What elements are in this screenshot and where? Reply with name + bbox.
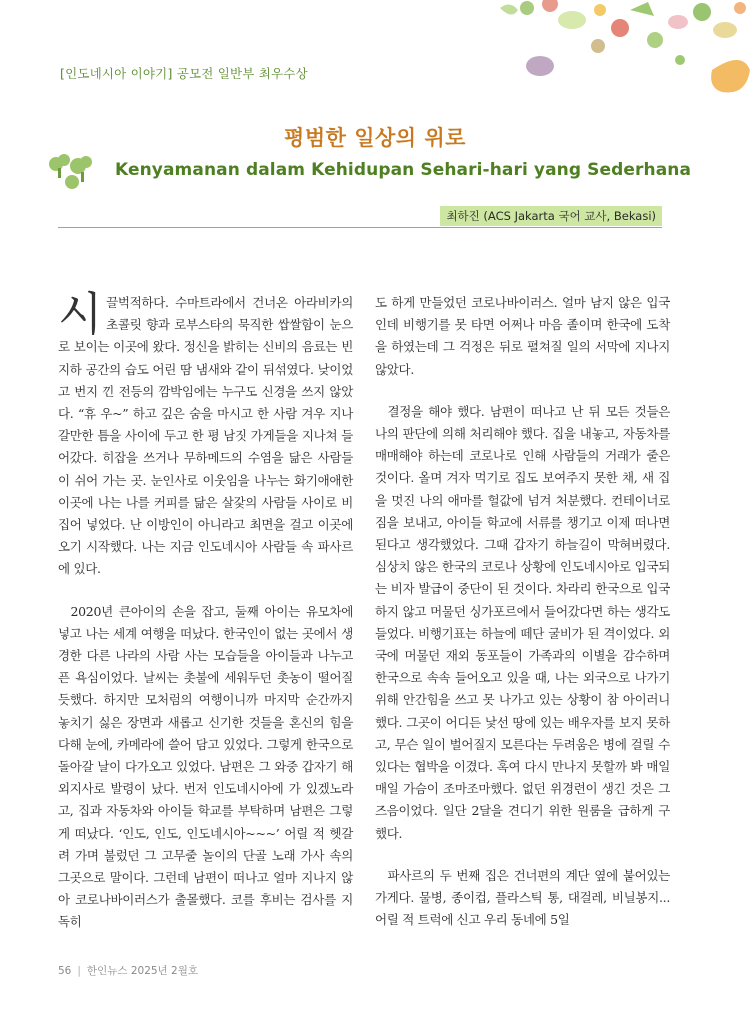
page-footer xyxy=(58,963,198,978)
paragraph xyxy=(58,287,353,581)
paragraph: 2020년 큰아이의 손을 잡고, 둘째 아이는 유모차에 넣고 나는 세계 여행을 떠났다. 한국인이 없는 곳에서 생경한 다른 나라의 사람 사는 모습들을 아이들과 나누고픈 욕심이었다. 날씨는 촛불에 세워두던 촛농이 떨어질 듯했다. 하지만 모처럼의 여행이니까 마지막 순간까지 놓치기 싫은 장면과 새롭고 신기한 것들을 혼신의 힘을 다해 눈에, 카메라에 쓸어 담고 있었다. 그렇게 한국으로 돌아갈 날이 다가오고 있었다. 남편은 그 와중 갑자기 해외지사로 발령이 났다. 번저 인도네시아에 가 있겠노라고, 집과 자동차와 아이들 학교를 부탁하며 남편은 그렇게 떠났다. ‘인도, 인도, 인도네시아~~~’ 어릴 적 헷갈려 가며 불렀던 그 고무줄 놀이의 단골 노래 가사 속의 그곳으로 말이다. 그런데 남편이 떠나고 얼마 지나지 않아 코로나바이러스가 출몰했다. 코를 후비는 검사를 지독히 xyxy=(58,603,353,930)
paragraph: 도 하게 만들었던 코로나바이러스. 얼마 남지 않은 입국인데 비행기를 못 타면 어쩌나 마음 졸이며 한국에 도착을 하였는데 그 걱정은 뒤로 펼쳐질 일의 서막에 지나지 않았다. xyxy=(375,295,670,377)
paragraph: 파사르의 두 번째 집은 건너편의 계단 옆에 붙어있는 가게다. 물병, 종이컵, 플라스틱 통, 대걸레, 비닐봉지... 어릴 적 트럭에 신고 우리 동네에 5일 xyxy=(375,867,670,928)
article-column-left xyxy=(58,287,353,934)
paragraph: 결정을 해야 했다. 남편이 떠나고 난 뒤 모든 것들은 나의 판단에 의해 처리해야 했다. 집을 내놓고, 자동차를 매매해야 하는데 코로나로 인해 사람들의 거래가 줄은 것이다. 올며 겨자 먹기로 집도 보여주지 못한 채, 새 집을 멋진 나의 애마를 헐값에 넘겨 처분했다. 컨테이너로 짐을 보내고, 아이들 학교에 서류를 챙기고 이제 떠나면 된다고 생각했었다. 그때 갑자기 하늘길이 막혀버렸다. 심상치 않은 한국의 코로나 상황에 인도네시아로 입국되는 비자 발급이 중단이 된 것이다. 차라리 한국으로 입국하지 않고 머물던 싱가포르에서 들어갔다면 하는 생각도 들었다. 비행기표는 하늘에 떼단 굴비가 된 격이었다. 외국에 머물던 재외 동포들이 가족과의 이별을 감수하며 한국으로 속속 들어오고 있을 때, 나는 외국으로 나가기 위해 안간힘을 쓰고 못 나가고 있는 상황이 참 아이러니했다. 그곳이 어디든 낯선 땅에 있는 배우자를 보지 못하고, 무슨 일이 벌어질지 모른다는 두려움은 병에 걸릴 수 있다는 협박을 이겼다. 혹여 다시 만나지 못할까 봐 매일매일 가슴이 조마조마했다. 없던 위경련이 생긴 것은 그 즈음이었다. 일단 2달을 견디기 위한 원룸을 급하게 구했다. xyxy=(375,403,670,841)
title-divider xyxy=(58,227,662,228)
drop-cap: 시 xyxy=(58,287,103,341)
category-label: [인도네시아 이야기] 공모전 일반부 최우수상 xyxy=(60,66,308,81)
broccoli-illustration xyxy=(44,152,96,194)
paragraph-text: 끌벅적하다. 수마트라에서 건너온 아라비카의 초콜릿 향과 로부스타의 묵직한 쌉쌀함이 눈으로 보이는 이곳에 왔다. 정신을 밝히는 신비의 음료는 빈지하 공간의 습도 어린 땀 냄새와 같이 뒤섞였다. 낮이었고 번지 낀 전등의 깜박임에는 누구도 신경을 쓰지 않았다. “휴 우~” 하고 깊은 숨을 마시고 한 사람 겨우 지나갈만한 틈을 사이에 두고 한 평 남짓 가게들을 지나쳐 들어갔다. 히잡을 쓰거나 무하메드의 수염을 닮은 사람들이 쉬어 가는 곳. 눈인사로 이웃임을 나누는 화기애애한 이곳에 나는 나를 커피를 닮은 살갗의 사람들 사이로 비집어 넣었다. 난 이방인이 아니라고 최면을 걸고 이곳에 오기 시작했다. 나는 지금 인도네시아 사람들 속 파사르에 있다. xyxy=(58,295,353,577)
article-column-right xyxy=(375,292,670,931)
footer-separator: | xyxy=(77,965,81,977)
magazine-issue: 한인뉴스 2025년 2월호 xyxy=(86,965,198,977)
vegetable-illustration xyxy=(480,0,750,100)
article-title-indonesian: Kenyamanan dalam Kehidupan Sehari-hari yang Sederhana xyxy=(115,160,692,180)
author-byline: 최하진 (ACS Jakarta 국어 교사, Bekasi) xyxy=(440,206,662,226)
page-number: 56 xyxy=(58,965,72,977)
article-title-korean: 평범한 일상의 위로 xyxy=(284,126,466,150)
